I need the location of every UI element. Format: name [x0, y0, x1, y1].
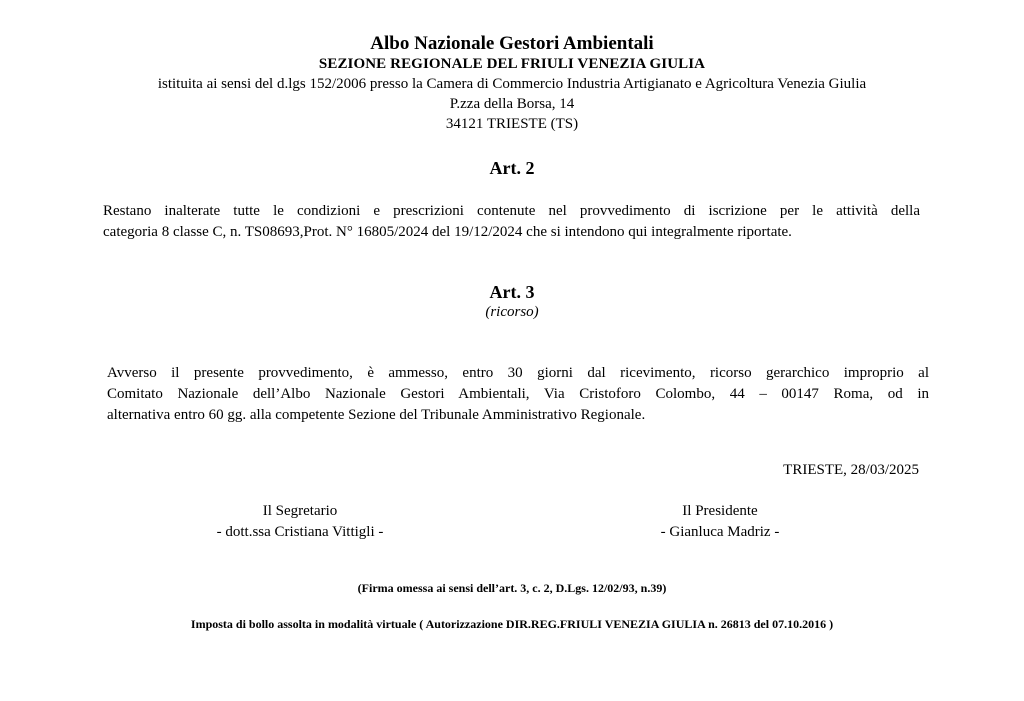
- secretary-role: Il Segretario: [262, 503, 338, 519]
- president-name: - Gianluca Madriz -: [660, 524, 780, 540]
- article-3-paragraph: [107, 363, 929, 426]
- header-city-line: 34121 TRIESTE (TS): [445, 116, 579, 132]
- article-3-line: Avverso il presente provvedimento, è ammesso, entro 30 giorni dal ricevimento, ricorso gerarchico improprio al: [107, 365, 929, 381]
- document-date: TRIESTE, 28/03/2025: [783, 462, 919, 478]
- section-heading: SEZIONE REGIONALE DEL FRIULI VENEZIA GIULIA: [318, 56, 706, 72]
- article-2-paragraph: [103, 201, 920, 243]
- document-title: Albo Nazionale Gestori Ambientali: [370, 33, 654, 54]
- article-3-line: Comitato Nazionale dell’Albo Nazionale Gestori Ambientali, Via Cristoforo Colombo, 44 – 00147 Roma, od in: [107, 386, 929, 402]
- article-2-line: Restano inalterate tutte le condizioni e prescrizioni contenute nel provvedimento di iscrizione per le attività della: [103, 203, 920, 219]
- secretary-signature-block: [150, 501, 450, 543]
- president-role: Il Presidente: [682, 503, 758, 519]
- header-address-line: P.zza della Borsa, 14: [449, 96, 575, 112]
- article-2-title: Art. 2: [489, 158, 535, 178]
- article-3-line: alternativa entro 60 gg. alla competente Sezione del Tribunale Amministrativo Regionale.: [107, 407, 646, 423]
- article-3-subtitle: (ricorso): [485, 304, 539, 320]
- president-signature-block: [570, 501, 870, 543]
- article-3-title: Art. 3: [489, 282, 535, 302]
- stamp-duty-note: Imposta di bollo assolta in modalità virtuale ( Autorizzazione DIR.REG.FRIULI VENEZIA GIULIA n. 26813 del 07.10.2016 ): [190, 617, 834, 631]
- article-2-line: categoria 8 classe C, n. TS08693,Prot. N° 16805/2024 del 19/12/2024 che si intendono qui integralmente riportate.: [103, 224, 792, 240]
- header-institution-line: istituita ai sensi del d.lgs 152/2006 presso la Camera di Commercio Industria Artigianato e Agricoltura Venezia Giulia: [157, 76, 867, 92]
- signature-omitted-note: (Firma omessa ai sensi dell’art. 3, c. 2, D.Lgs. 12/02/93, n.39): [357, 581, 667, 595]
- secretary-name: - dott.ssa Cristiana Vittigli -: [216, 524, 384, 540]
